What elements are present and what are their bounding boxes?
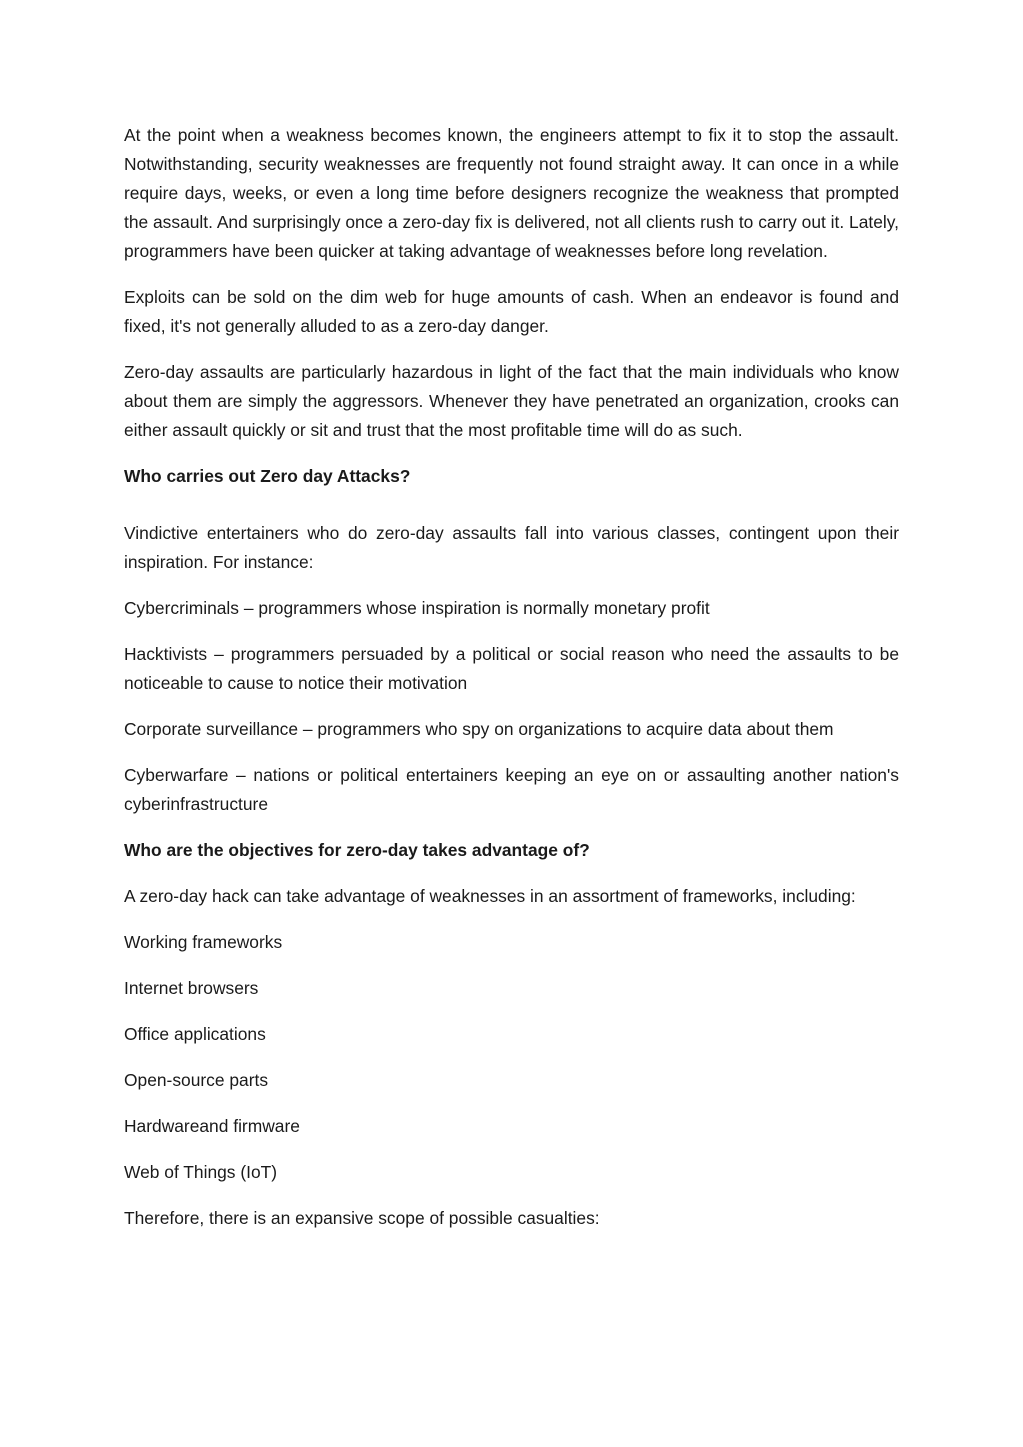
paragraph: At the point when a weakness becomes known, the engineers attempt to fix it to stop the assault. Notwithstanding, security weaknesses are frequently not found straight away. It can once in a while require days, weeks, or even a long time before designers recognize the weakness that prompted the assault. And surprisingly once a zero-day fix is delivered, not all clients rush to carry out it. Lately, programmers have been quicker at taking advantage of weaknesses before long revelation. (124, 125, 899, 261)
paragraph: Exploits can be sold on the dim web for huge amounts of cash. When an endeavor is found and fixed, it's not generally alluded to as a zero-day danger. (124, 287, 899, 336)
section-heading: Who carries out Zero day Attacks? (124, 466, 411, 486)
list-item: Internet browsers (124, 978, 259, 998)
list-item: Hardwareand firmware (124, 1116, 300, 1136)
paragraph: Corporate surveillance – programmers who spy on organizations to acquire data about them (124, 719, 834, 739)
document-page (124, 121, 899, 1250)
section-heading: Who are the objectives for zero-day takes advantage of? (124, 840, 590, 860)
paragraph: Hacktivists – programmers persuaded by a political or social reason who need the assaults to be noticeable to cause to notice their motivation (124, 644, 899, 693)
paragraph: Therefore, there is an expansive scope of possible casualties: (124, 1208, 600, 1228)
paragraph: Zero-day assaults are particularly hazardous in light of the fact that the main individuals who know about them are simply the aggressors. Whenever they have penetrated an organization, crooks can either assault quickly or sit and trust that the most profitable time will do as such. (124, 362, 899, 440)
paragraph: Vindictive entertainers who do zero-day assaults fall into various classes, contingent upon their inspiration. For instance: (124, 523, 899, 572)
paragraph: Cybercriminals – programmers whose inspiration is normally monetary profit (124, 598, 710, 618)
paragraph: A zero-day hack can take advantage of weaknesses in an assortment of frameworks, including: (124, 886, 856, 906)
list-item: Open-source parts (124, 1070, 269, 1090)
list-item: Web of Things (IoT) (124, 1162, 278, 1182)
list-item: Working frameworks (124, 932, 283, 952)
paragraph: Cyberwarfare – nations or political entertainers keeping an eye on or assaulting another nation's cyberinfrastructure (124, 765, 899, 814)
list-item: Office applications (124, 1024, 266, 1044)
